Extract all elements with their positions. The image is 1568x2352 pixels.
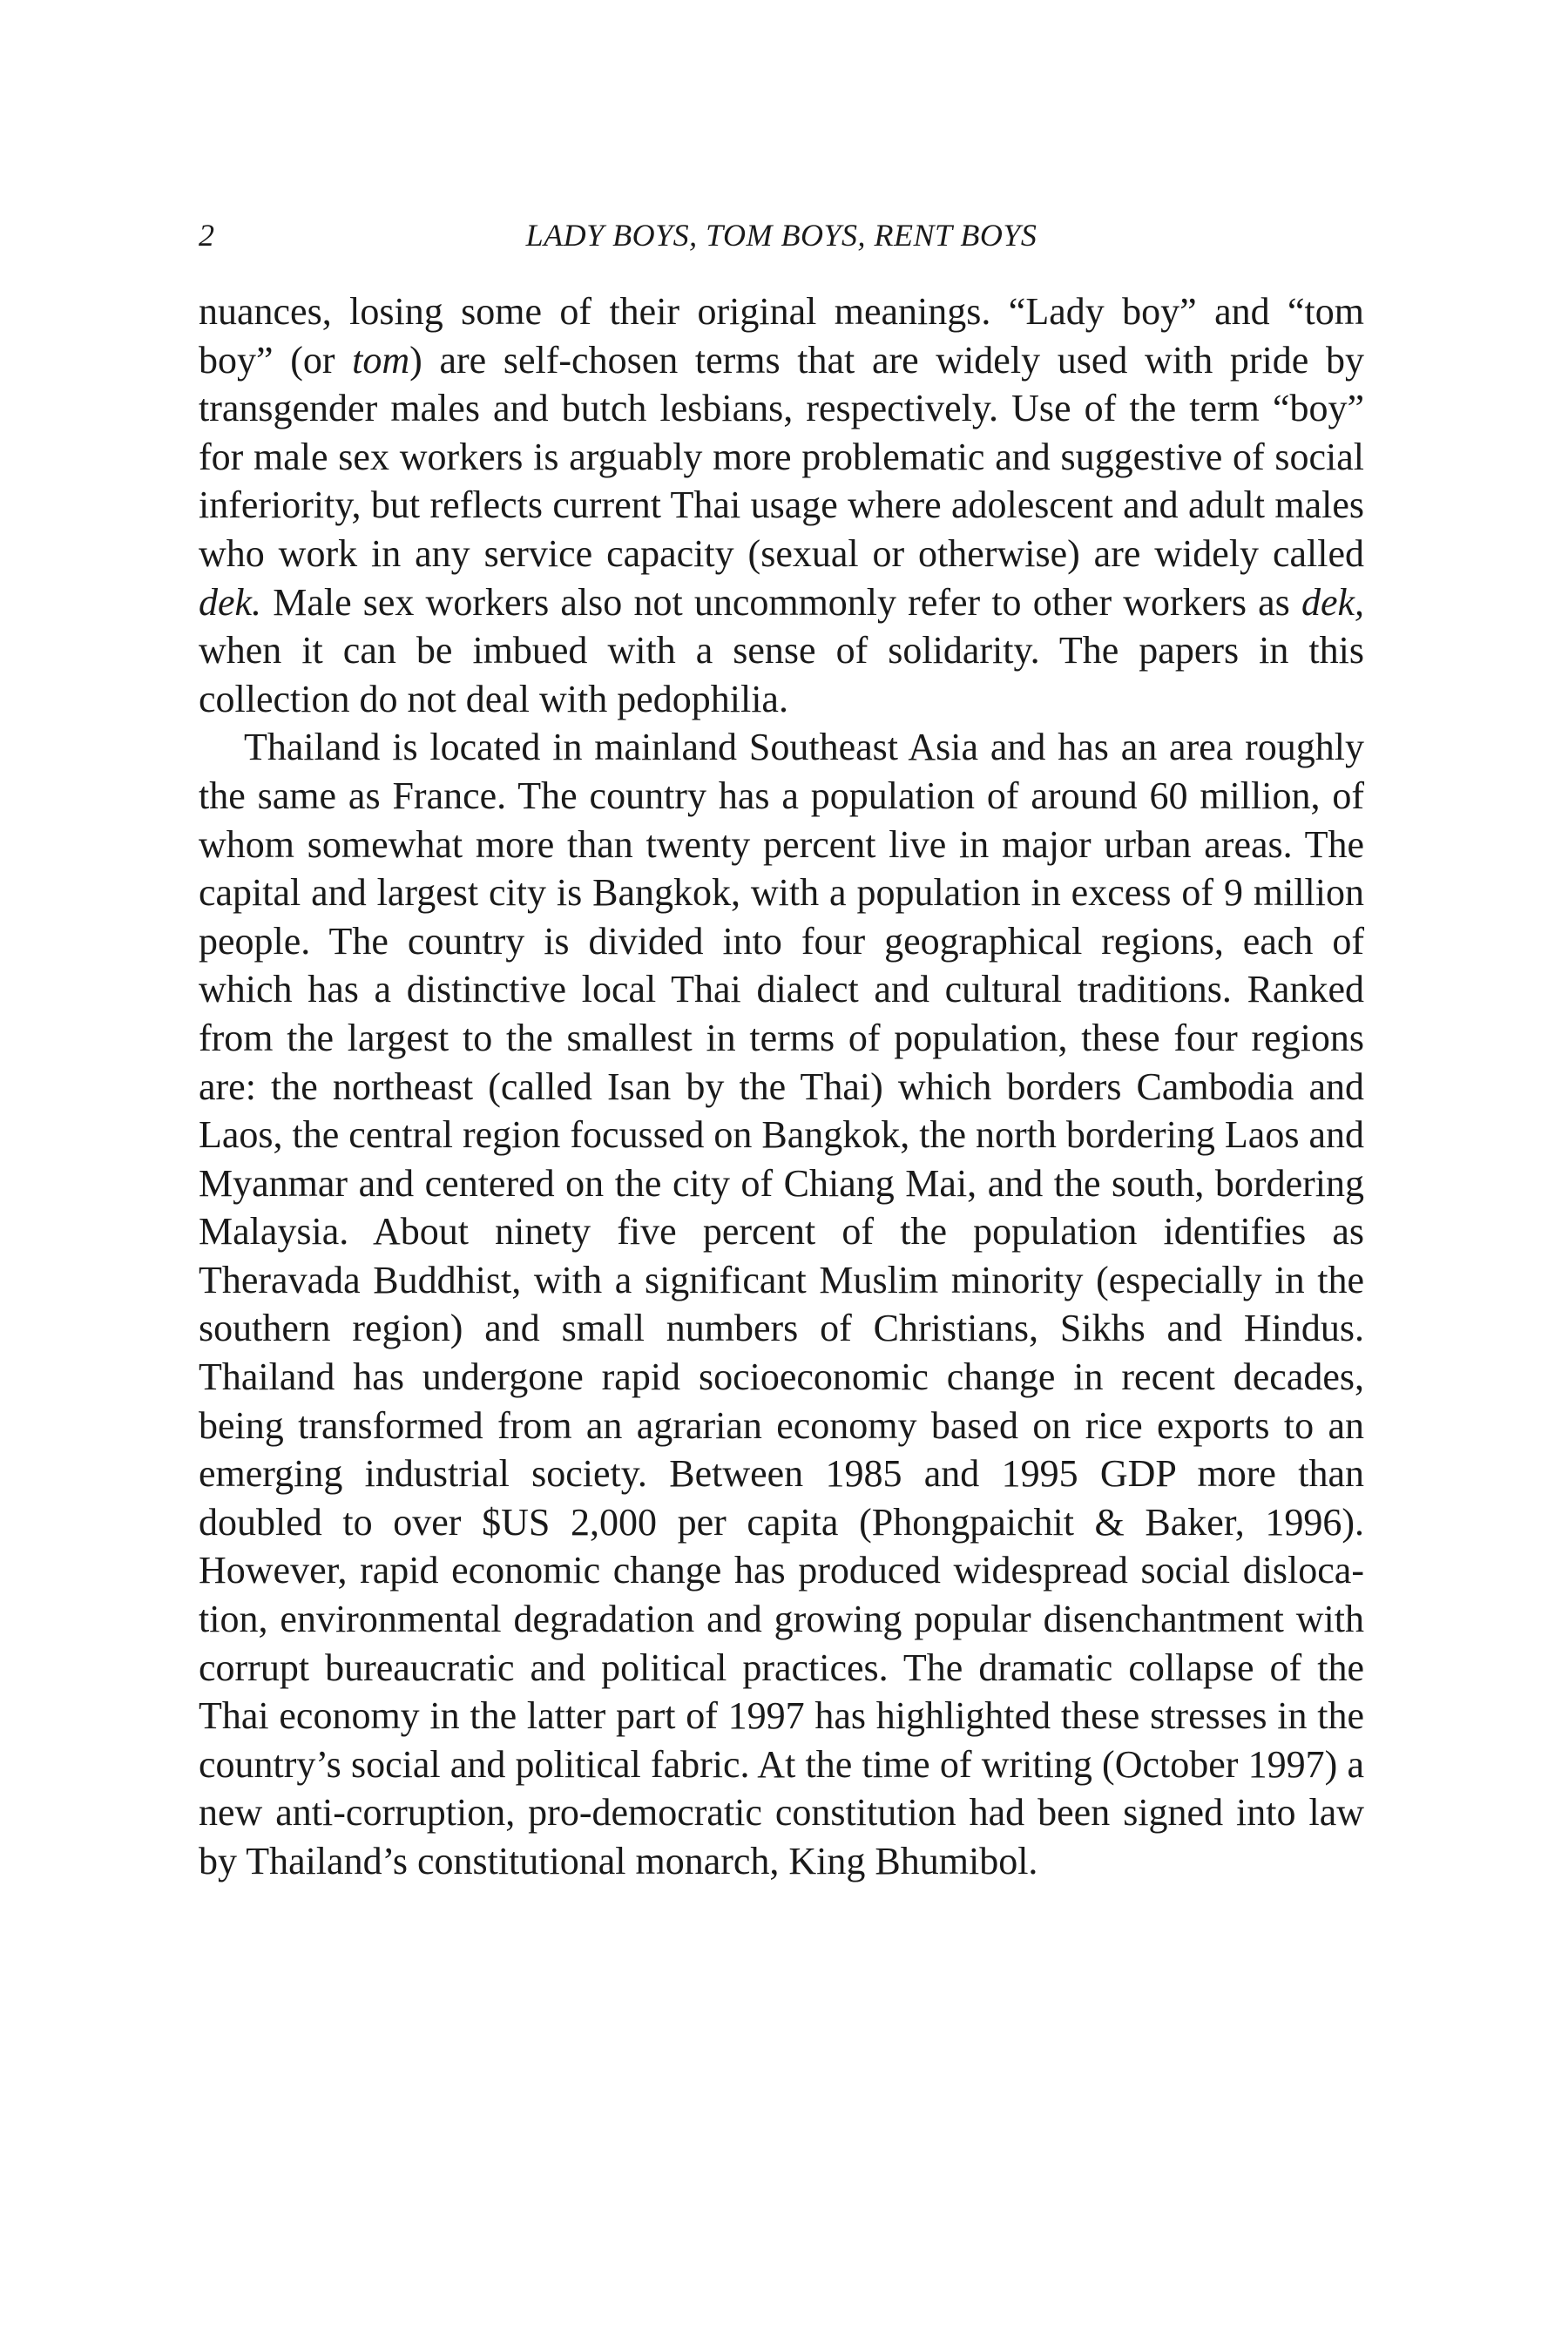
italic-term-dek: dek. bbox=[199, 580, 262, 624]
text-run: nuances, losing some of their original meanings. “Lady boy” and “tom boy” (or bbox=[199, 290, 1364, 382]
italic-term-tom: tom bbox=[352, 338, 410, 382]
body-text bbox=[199, 287, 1364, 1886]
text-run: when it can be imbued with a sense of solidarity. The papers in this collection do not deal with pedophilia. bbox=[199, 629, 1364, 720]
page-number: 2 bbox=[199, 218, 214, 253]
paragraph-continuation bbox=[199, 287, 1364, 723]
text-run: Male sex workers also not uncommonly refer to other workers as bbox=[261, 580, 1301, 624]
italic-term-dek: dek, bbox=[1301, 580, 1364, 624]
paragraph-thailand-overview: Thailand is located in mainland Southeast Asia and has an area roughly the same as France. The country has a population of around 60 million, of whom somewhat more than twenty percent live in major urban areas. The capital and largest city is Bangkok, with a population in excess of 9 million people. The country is divided into four geographical regions, each of which has a distinctive local Thai dialect and cultural traditions. Ranked from the largest to the smallest in terms of population, these four regions are: the northeast (called Isan by the Thai) which borders Cambodia and Laos, the central region focussed on Bangkok, the north bordering Laos and Myanmar and centered on the city of Chiang Mai, and the south, bordering Malaysia. About ninety five percent of the population identifies as Theravada Buddhist, with a significant Muslim minority (especially in the southern region) and small numbers of Christians, Sikhs and Hindus. Thailand has undergone rapid socioeconomic change in recent decades, being transformed from an agrarian economy based on rice exports to an emerging industrial society. Between 1985 and 1995 GDP more than doubled to over $US 2,000 per capita (Phongpaichit & Baker, 1996). However, rapid economic change has produced widespread social dislocation, environmental degradation and growing popular disenchantment with corrupt bureaucratic and political practices. The dramatic collapse of the Thai economy in the latter part of 1997 has highlighted these stresses in the country’s social and political fabric. At the time of writing (October 1997) a new anti-corruption, pro-democratic constitution had been signed into law by Thailand’s constitutional monarch, King Bhumibol. bbox=[199, 726, 1364, 1882]
page-header bbox=[199, 209, 1364, 261]
running-title: LADY BOYS, TOM BOYS, RENT BOYS bbox=[525, 218, 1037, 253]
text-run: ) are self-chosen terms that are widely used with pride by transgender males and butch lesbians, respectively. Use of the term “boy” for male sex workers is arguably more problematic and suggestive of social inferiority, but reflects current Thai usage where adolescent and adult males who work in any service capacity (sexual or otherwise) are widely called bbox=[199, 338, 1364, 575]
